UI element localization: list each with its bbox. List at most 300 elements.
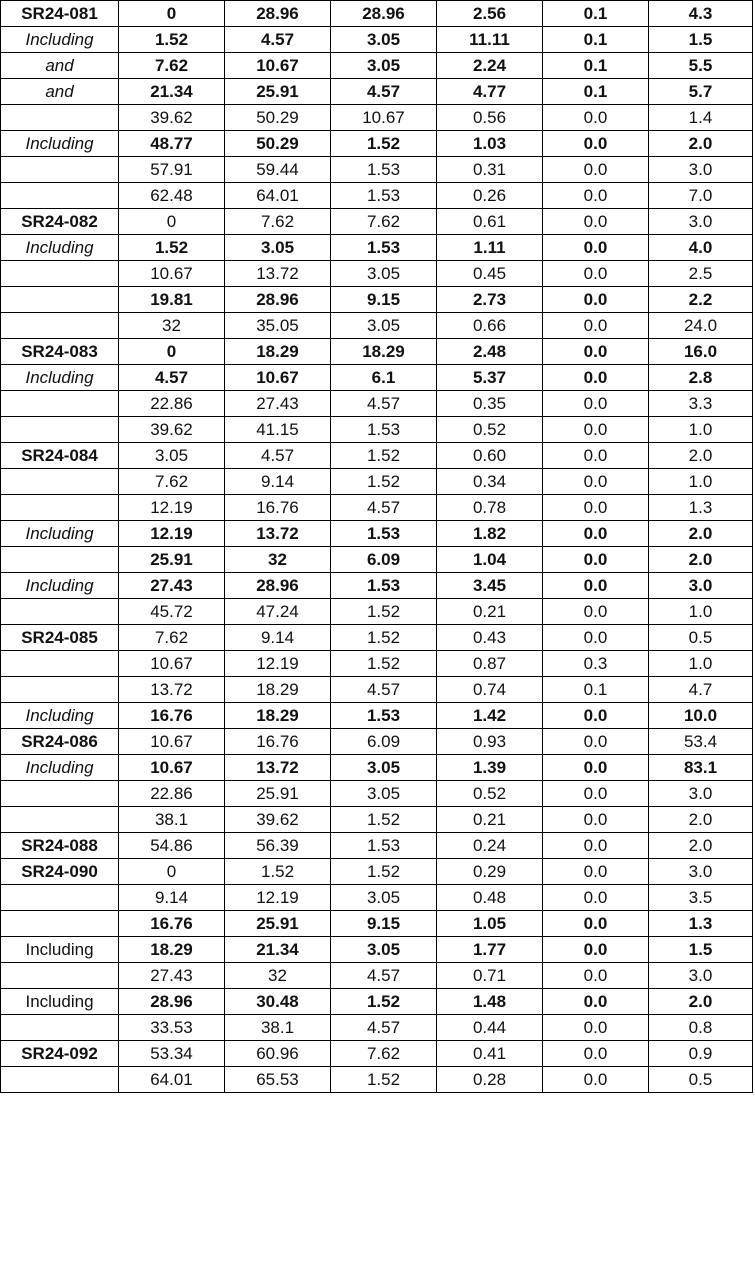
from-cell: 0 [119,859,225,885]
table-row [1,495,753,521]
grade-c-cell: 1.0 [649,417,753,443]
grade-b-cell: 0.0 [543,495,649,521]
from-cell: 38.1 [119,807,225,833]
grade-b-cell: 0.1 [543,79,649,105]
interval-cell: 1.53 [331,703,437,729]
interval-cell: 4.57 [331,963,437,989]
row-label-cell: Including [1,235,119,261]
grade-b-cell: 0.0 [543,209,649,235]
row-label-cell: SR24-084 [1,443,119,469]
grade-c-cell: 3.0 [649,573,753,599]
interval-cell: 1.52 [331,807,437,833]
grade-b-cell: 0.0 [543,1041,649,1067]
row-label-cell: and [1,53,119,79]
grade-b-cell: 0.1 [543,27,649,53]
to-cell: 13.72 [225,521,331,547]
table-row [1,989,753,1015]
grade-b-cell: 0.3 [543,651,649,677]
interval-cell: 9.15 [331,287,437,313]
to-cell: 4.57 [225,443,331,469]
to-cell: 65.53 [225,1067,331,1093]
table-row [1,443,753,469]
row-label-cell [1,469,119,495]
from-cell: 3.05 [119,443,225,469]
table-row [1,365,753,391]
table-row [1,1,753,27]
interval-cell: 1.52 [331,859,437,885]
table-row [1,235,753,261]
grade-b-cell: 0.0 [543,859,649,885]
to-cell: 10.67 [225,53,331,79]
from-cell: 16.76 [119,703,225,729]
from-cell: 39.62 [119,417,225,443]
grade-b-cell: 0.0 [543,287,649,313]
row-label-cell: and [1,79,119,105]
to-cell: 21.34 [225,937,331,963]
table-row [1,287,753,313]
from-cell: 16.76 [119,911,225,937]
grade-c-cell: 0.5 [649,1067,753,1093]
grade-a-cell: 2.48 [437,339,543,365]
grade-c-cell: 2.8 [649,365,753,391]
from-cell: 19.81 [119,287,225,313]
interval-cell: 1.53 [331,833,437,859]
table-row [1,1041,753,1067]
grade-c-cell: 3.3 [649,391,753,417]
grade-c-cell: 2.0 [649,833,753,859]
to-cell: 10.67 [225,365,331,391]
row-label-cell: Including [1,937,119,963]
from-cell: 12.19 [119,495,225,521]
table-row [1,625,753,651]
from-cell: 0 [119,1,225,27]
to-cell: 39.62 [225,807,331,833]
grade-a-cell: 2.56 [437,1,543,27]
row-label-cell: SR24-081 [1,1,119,27]
grade-b-cell: 0.0 [543,807,649,833]
grade-a-cell: 0.61 [437,209,543,235]
grade-c-cell: 0.8 [649,1015,753,1041]
from-cell: 10.67 [119,729,225,755]
row-label-cell [1,963,119,989]
grade-b-cell: 0.0 [543,313,649,339]
grade-b-cell: 0.0 [543,989,649,1015]
grade-a-cell: 0.56 [437,105,543,131]
to-cell: 18.29 [225,703,331,729]
grade-a-cell: 2.73 [437,287,543,313]
interval-cell: 6.1 [331,365,437,391]
grade-c-cell: 2.0 [649,131,753,157]
table-row [1,469,753,495]
to-cell: 25.91 [225,79,331,105]
from-cell: 7.62 [119,625,225,651]
grade-a-cell: 0.87 [437,651,543,677]
grade-a-cell: 0.43 [437,625,543,651]
grade-a-cell: 0.74 [437,677,543,703]
interval-cell: 10.67 [331,105,437,131]
grade-a-cell: 0.44 [437,1015,543,1041]
table-row [1,937,753,963]
grade-c-cell: 2.5 [649,261,753,287]
grade-a-cell: 0.31 [437,157,543,183]
grade-a-cell: 4.77 [437,79,543,105]
grade-c-cell: 2.0 [649,521,753,547]
table-row [1,677,753,703]
grade-b-cell: 0.1 [543,53,649,79]
to-cell: 28.96 [225,287,331,313]
interval-cell: 3.05 [331,27,437,53]
table-row [1,27,753,53]
grade-b-cell: 0.0 [543,131,649,157]
from-cell: 39.62 [119,105,225,131]
grade-c-cell: 0.9 [649,1041,753,1067]
row-label-cell [1,157,119,183]
grade-c-cell: 2.0 [649,443,753,469]
interval-cell: 1.53 [331,521,437,547]
grade-a-cell: 1.04 [437,547,543,573]
grade-a-cell: 0.93 [437,729,543,755]
row-label-cell [1,677,119,703]
interval-cell: 3.05 [331,781,437,807]
to-cell: 12.19 [225,885,331,911]
to-cell: 56.39 [225,833,331,859]
table-row [1,131,753,157]
table-row [1,599,753,625]
to-cell: 30.48 [225,989,331,1015]
interval-cell: 3.05 [331,313,437,339]
row-label-cell: SR24-092 [1,1041,119,1067]
grade-c-cell: 3.0 [649,157,753,183]
grade-b-cell: 0.0 [543,703,649,729]
interval-cell: 3.05 [331,53,437,79]
to-cell: 7.62 [225,209,331,235]
interval-cell: 4.57 [331,677,437,703]
grade-c-cell: 2.0 [649,547,753,573]
grade-c-cell: 10.0 [649,703,753,729]
grade-c-cell: 1.3 [649,495,753,521]
table-row [1,729,753,755]
grade-c-cell: 1.3 [649,911,753,937]
to-cell: 28.96 [225,1,331,27]
grade-b-cell: 0.0 [543,521,649,547]
from-cell: 32 [119,313,225,339]
interval-cell: 4.57 [331,495,437,521]
grade-b-cell: 0.0 [543,157,649,183]
interval-cell: 1.52 [331,469,437,495]
grade-c-cell: 1.5 [649,27,753,53]
grade-a-cell: 0.35 [437,391,543,417]
grade-b-cell: 0.0 [543,781,649,807]
interval-cell: 1.53 [331,235,437,261]
grade-a-cell: 0.52 [437,781,543,807]
table-row [1,105,753,131]
to-cell: 9.14 [225,469,331,495]
grade-c-cell: 83.1 [649,755,753,781]
from-cell: 18.29 [119,937,225,963]
interval-cell: 1.53 [331,183,437,209]
grade-b-cell: 0.0 [543,755,649,781]
to-cell: 9.14 [225,625,331,651]
from-cell: 22.86 [119,781,225,807]
grade-a-cell: 0.45 [437,261,543,287]
row-label-cell [1,651,119,677]
grade-b-cell: 0.0 [543,1067,649,1093]
row-label-cell [1,313,119,339]
to-cell: 25.91 [225,911,331,937]
from-cell: 54.86 [119,833,225,859]
row-label-cell [1,781,119,807]
grade-a-cell: 1.82 [437,521,543,547]
grade-b-cell: 0.0 [543,365,649,391]
interval-cell: 1.53 [331,573,437,599]
to-cell: 18.29 [225,339,331,365]
row-label-cell: Including [1,131,119,157]
grade-c-cell: 5.5 [649,53,753,79]
from-cell: 53.34 [119,1041,225,1067]
table-row [1,79,753,105]
interval-cell: 3.05 [331,261,437,287]
table-row [1,391,753,417]
grade-c-cell: 3.0 [649,209,753,235]
to-cell: 25.91 [225,781,331,807]
grade-a-cell: 0.21 [437,599,543,625]
to-cell: 41.15 [225,417,331,443]
interval-cell: 9.15 [331,911,437,937]
from-cell: 27.43 [119,963,225,989]
from-cell: 9.14 [119,885,225,911]
grade-a-cell: 0.41 [437,1041,543,1067]
row-label-cell: Including [1,521,119,547]
table-row [1,53,753,79]
row-label-cell: SR24-082 [1,209,119,235]
to-cell: 35.05 [225,313,331,339]
grade-a-cell: 0.52 [437,417,543,443]
grade-c-cell: 1.0 [649,469,753,495]
grade-c-cell: 1.0 [649,599,753,625]
row-label-cell [1,599,119,625]
from-cell: 7.62 [119,53,225,79]
to-cell: 18.29 [225,677,331,703]
row-label-cell: SR24-088 [1,833,119,859]
to-cell: 32 [225,963,331,989]
to-cell: 60.96 [225,1041,331,1067]
grade-b-cell: 0.0 [543,261,649,287]
grade-a-cell: 1.03 [437,131,543,157]
grade-a-cell: 2.24 [437,53,543,79]
row-label-cell: SR24-083 [1,339,119,365]
table-row [1,651,753,677]
table-row [1,183,753,209]
grade-b-cell: 0.0 [543,833,649,859]
grade-b-cell: 0.1 [543,677,649,703]
grade-b-cell: 0.0 [543,911,649,937]
interval-cell: 1.52 [331,599,437,625]
interval-cell: 7.62 [331,1041,437,1067]
from-cell: 10.67 [119,755,225,781]
grade-b-cell: 0.0 [543,391,649,417]
to-cell: 16.76 [225,495,331,521]
table-row [1,885,753,911]
grade-a-cell: 0.71 [437,963,543,989]
row-label-cell: Including [1,365,119,391]
grade-a-cell: 1.42 [437,703,543,729]
interval-cell: 3.05 [331,755,437,781]
to-cell: 38.1 [225,1015,331,1041]
row-label-cell [1,547,119,573]
grade-b-cell: 0.0 [543,235,649,261]
table-row [1,833,753,859]
grade-a-cell: 0.78 [437,495,543,521]
interval-cell: 1.52 [331,989,437,1015]
from-cell: 22.86 [119,391,225,417]
grade-c-cell: 1.4 [649,105,753,131]
from-cell: 27.43 [119,573,225,599]
row-label-cell: Including [1,703,119,729]
grade-b-cell: 0.0 [543,573,649,599]
row-label-cell [1,885,119,911]
grade-c-cell: 53.4 [649,729,753,755]
grade-a-cell: 0.26 [437,183,543,209]
grade-c-cell: 2.0 [649,989,753,1015]
from-cell: 7.62 [119,469,225,495]
grade-c-cell: 3.0 [649,781,753,807]
row-label-cell: Including [1,755,119,781]
grade-a-cell: 0.28 [437,1067,543,1093]
interval-cell: 1.53 [331,417,437,443]
row-label-cell [1,183,119,209]
interval-cell: 4.57 [331,79,437,105]
to-cell: 12.19 [225,651,331,677]
grade-a-cell: 0.60 [437,443,543,469]
table-row [1,157,753,183]
from-cell: 48.77 [119,131,225,157]
table-row [1,703,753,729]
row-label-cell: SR24-085 [1,625,119,651]
interval-cell: 28.96 [331,1,437,27]
table-row [1,911,753,937]
table-row [1,963,753,989]
row-label-cell [1,911,119,937]
grade-b-cell: 0.0 [543,937,649,963]
grade-a-cell: 0.34 [437,469,543,495]
row-label-cell [1,287,119,313]
row-label-cell [1,495,119,521]
interval-cell: 1.52 [331,443,437,469]
table-row [1,313,753,339]
to-cell: 13.72 [225,755,331,781]
grade-c-cell: 4.0 [649,235,753,261]
from-cell: 13.72 [119,677,225,703]
to-cell: 13.72 [225,261,331,287]
from-cell: 10.67 [119,261,225,287]
grade-c-cell: 24.0 [649,313,753,339]
table-row [1,1067,753,1093]
row-label-cell [1,105,119,131]
grade-a-cell: 0.21 [437,807,543,833]
grade-a-cell: 5.37 [437,365,543,391]
row-label-cell [1,417,119,443]
row-label-cell: SR24-086 [1,729,119,755]
from-cell: 10.67 [119,651,225,677]
to-cell: 64.01 [225,183,331,209]
grade-a-cell: 0.24 [437,833,543,859]
from-cell: 1.52 [119,27,225,53]
from-cell: 4.57 [119,365,225,391]
table-row [1,755,753,781]
grade-b-cell: 0.0 [543,1015,649,1041]
grade-a-cell: 3.45 [437,573,543,599]
grade-c-cell: 3.0 [649,859,753,885]
to-cell: 28.96 [225,573,331,599]
from-cell: 28.96 [119,989,225,1015]
table-row [1,339,753,365]
row-label-cell [1,1067,119,1093]
row-label-cell [1,391,119,417]
grade-a-cell: 0.48 [437,885,543,911]
grade-c-cell: 2.0 [649,807,753,833]
table-row [1,781,753,807]
grade-c-cell: 16.0 [649,339,753,365]
interval-cell: 7.62 [331,209,437,235]
interval-cell: 1.52 [331,1067,437,1093]
grade-b-cell: 0.0 [543,885,649,911]
row-label-cell [1,807,119,833]
grade-a-cell: 1.11 [437,235,543,261]
interval-cell: 3.05 [331,937,437,963]
table-row [1,573,753,599]
grade-c-cell: 7.0 [649,183,753,209]
grade-b-cell: 0.1 [543,1,649,27]
to-cell: 59.44 [225,157,331,183]
table-row [1,807,753,833]
interval-cell: 6.09 [331,547,437,573]
from-cell: 1.52 [119,235,225,261]
grade-b-cell: 0.0 [543,599,649,625]
grade-b-cell: 0.0 [543,105,649,131]
from-cell: 33.53 [119,1015,225,1041]
grade-c-cell: 1.5 [649,937,753,963]
grade-b-cell: 0.0 [543,339,649,365]
from-cell: 64.01 [119,1067,225,1093]
table-row [1,261,753,287]
grade-c-cell: 4.7 [649,677,753,703]
grade-b-cell: 0.0 [543,547,649,573]
table-row [1,417,753,443]
interval-cell: 18.29 [331,339,437,365]
grade-b-cell: 0.0 [543,729,649,755]
interval-cell: 1.52 [331,131,437,157]
from-cell: 25.91 [119,547,225,573]
interval-cell: 6.09 [331,729,437,755]
grade-a-cell: 1.05 [437,911,543,937]
interval-cell: 1.52 [331,625,437,651]
row-label-cell [1,1015,119,1041]
table-row [1,547,753,573]
row-label-cell [1,261,119,287]
interval-cell: 3.05 [331,885,437,911]
grade-b-cell: 0.0 [543,417,649,443]
table-row [1,521,753,547]
grade-b-cell: 0.0 [543,183,649,209]
grade-c-cell: 4.3 [649,1,753,27]
to-cell: 50.29 [225,131,331,157]
grade-a-cell: 11.11 [437,27,543,53]
to-cell: 3.05 [225,235,331,261]
interval-cell: 1.53 [331,157,437,183]
interval-cell: 4.57 [331,1015,437,1041]
row-label-cell: SR24-090 [1,859,119,885]
from-cell: 0 [119,339,225,365]
